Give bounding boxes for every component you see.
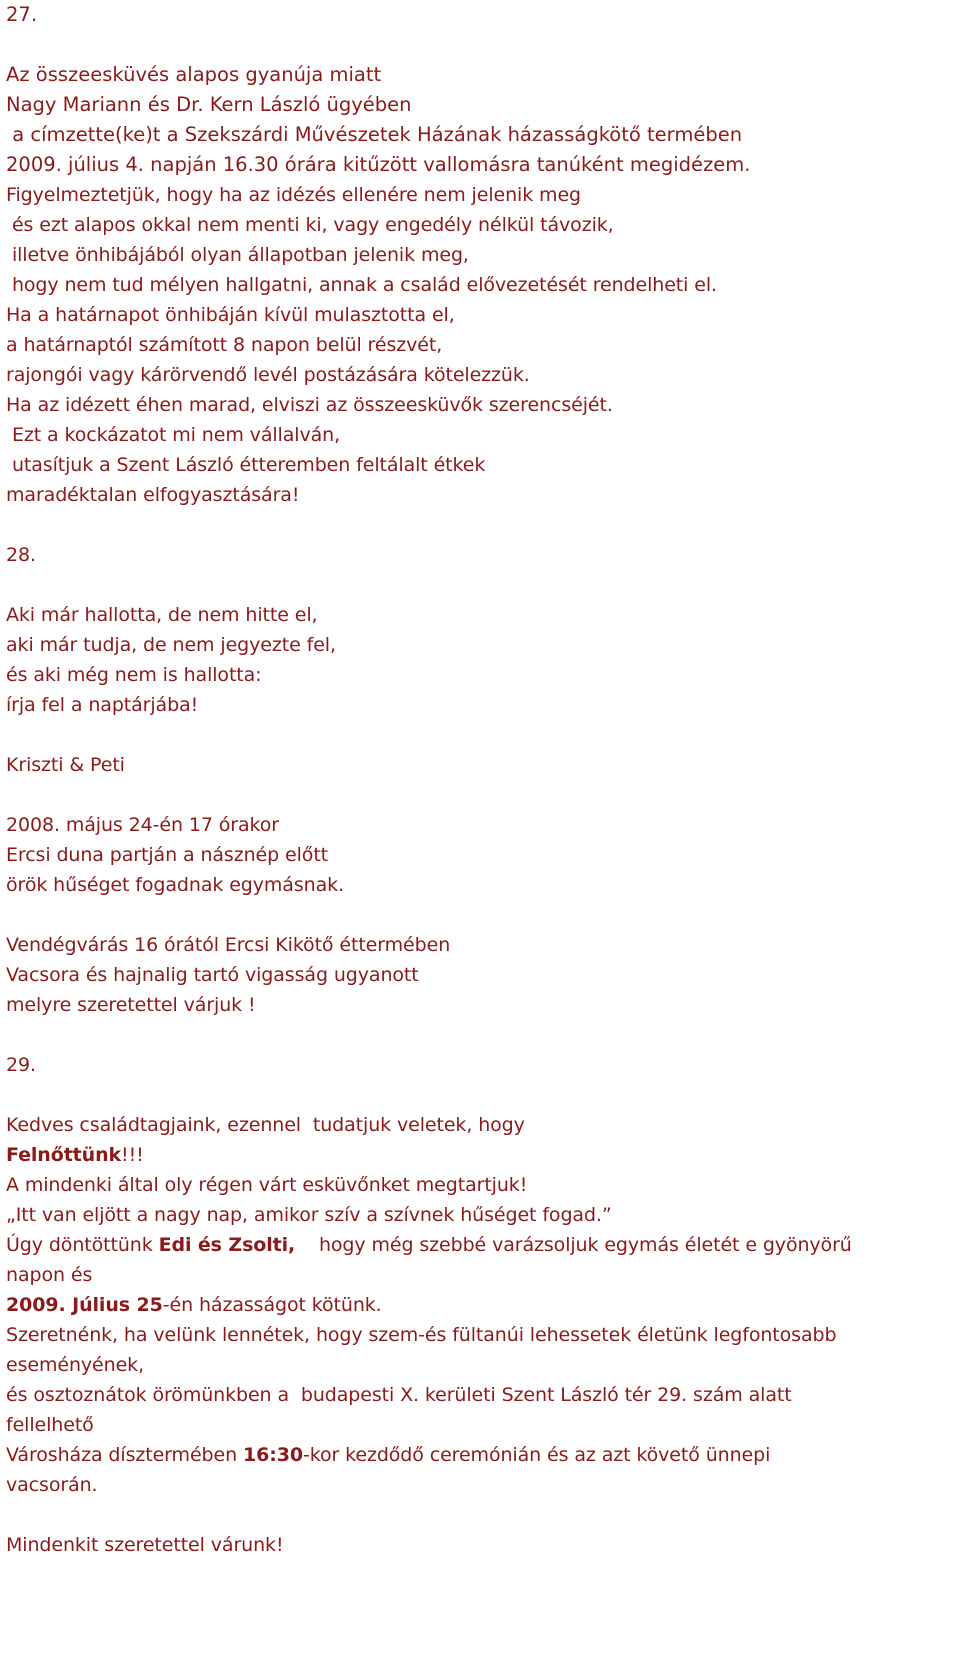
ceremony-line: Ercsi duna partján a násznép előtt [6, 844, 329, 866]
verse-line: Aki már hallotta, de nem hitte el, [6, 604, 318, 626]
text-line: illetve önhibájából olyan állapotban jelenik meg, [6, 244, 469, 266]
venue-line: fellelhető [6, 1414, 94, 1436]
text-line: és ezt alapos okkal nem menti ki, vagy engedély nélkül távozik, [6, 214, 614, 236]
spacer [6, 510, 956, 540]
couple-names-bold: Edi és Zsolti, [158, 1234, 296, 1256]
text-line: Ezt a kockázatot mi nem vállalván, [6, 424, 341, 446]
spacer [6, 570, 956, 600]
decided-post: hogy még szebbé varázsoljuk egymás életét e gyönyörű [295, 1234, 852, 1256]
grownup-line [6, 1140, 956, 1170]
grownup-rest: !!! [121, 1144, 144, 1166]
text-line: hogy nem tud mélyen hallgatni, annak a család elővezetését rendelheti el. [6, 274, 717, 296]
hall-post: -kor kezdődő ceremónián és az azt követő ünnepi [302, 1444, 771, 1466]
ceremony-line: örök hűséget fogadnak egymásnak. [6, 874, 344, 896]
hall-pre: Városháza dísztermében [6, 1444, 243, 1466]
time-bold: 16:30 [242, 1444, 303, 1466]
spacer [6, 1020, 956, 1050]
reception-line: melyre szeretettel várjuk ! [6, 994, 256, 1016]
hall-line [6, 1440, 956, 1470]
spacer [6, 1500, 956, 1530]
text-line: Figyelmeztetjük, hogy ha az idézés ellenére nem jelenik meg [6, 184, 582, 206]
wish-line: Szeretnénk, ha velünk lennétek, hogy szem-és fültanúi lehessetek életünk legfontosabb [6, 1324, 837, 1346]
closing-line: Mindenkit szeretettel várunk! [6, 1534, 284, 1556]
reception-line: Vendégvárás 16 órától Ercsi Kikötő éttermében [6, 934, 451, 956]
text-line: Ha a határnapot önhibáján kívül mulasztotta el, [6, 304, 455, 326]
date-bold: 2009. Július 25 [6, 1294, 163, 1316]
text-line: utasítjuk a Szent László étteremben feltálalt étkek [6, 454, 486, 476]
section-number: 29. [6, 1054, 36, 1076]
wedding-line: A mindenki által oly régen várt esküvőnket megtartjuk! [6, 1174, 528, 1196]
text-line: rajongói vagy kárörvendő levél postázására kötelezzük. [6, 364, 530, 386]
quote-line: „Itt van eljött a nagy nap, amikor szív a szívnek hűséget fogad.” [6, 1204, 612, 1226]
text-line: a címzette(ke)t a Szekszárdi Művészetek Házának házasságkötő termében [6, 123, 743, 146]
section-number: 28. [6, 544, 36, 566]
verse-line: aki már tudja, de nem jegyezte fel, [6, 634, 336, 656]
document-page [6, 0, 956, 1560]
venue-line: és osztoznátok örömünkben a budapesti X. kerületi Szent László tér 29. szám alatt [6, 1384, 792, 1406]
verse-line: írja fel a naptárjába! [6, 694, 199, 716]
grownup-bold: Felnőttünk [6, 1144, 122, 1166]
date-rest: -én házasságot kötünk. [162, 1294, 382, 1316]
spacer [6, 900, 956, 930]
intro-line: Kedves családtagjaink, ezennel tudatjuk veletek, hogy [6, 1114, 525, 1136]
text-line: maradéktalan elfogyasztására! [6, 484, 300, 506]
verse-line: és aki még nem is hallotta: [6, 664, 262, 686]
decided-pre: Úgy döntöttünk [6, 1234, 159, 1256]
reception-line: Vacsora és hajnalig tartó vigasság ugyanott [6, 964, 419, 986]
text-line: Nagy Mariann és Dr. Kern László ügyében [6, 93, 412, 116]
section-number: 27. [6, 3, 38, 26]
spacer [6, 720, 956, 750]
hall-cont-line: vacsorán. [6, 1474, 98, 1496]
text-line: Az összeesküvés alapos gyanúja miatt [6, 63, 382, 86]
spacer [6, 1080, 956, 1110]
decided-line [6, 1230, 956, 1260]
ceremony-line: 2008. május 24-én 17 órakor [6, 814, 280, 836]
decided-cont-line: napon és [6, 1264, 93, 1286]
wish-line: eseményének, [6, 1354, 145, 1376]
text-line: 2009. július 4. napján 16.30 órára kitűzött vallomásra tanúként megidézem. [6, 153, 751, 176]
text-line: a határnaptól számított 8 napon belül részvét, [6, 334, 443, 356]
text-line: Ha az idézett éhen marad, elviszi az összeesküvők szerencséjét. [6, 394, 613, 416]
date-line [6, 1290, 956, 1320]
spacer [6, 30, 956, 60]
couple-names: Kriszti & Peti [6, 754, 125, 776]
spacer [6, 780, 956, 810]
